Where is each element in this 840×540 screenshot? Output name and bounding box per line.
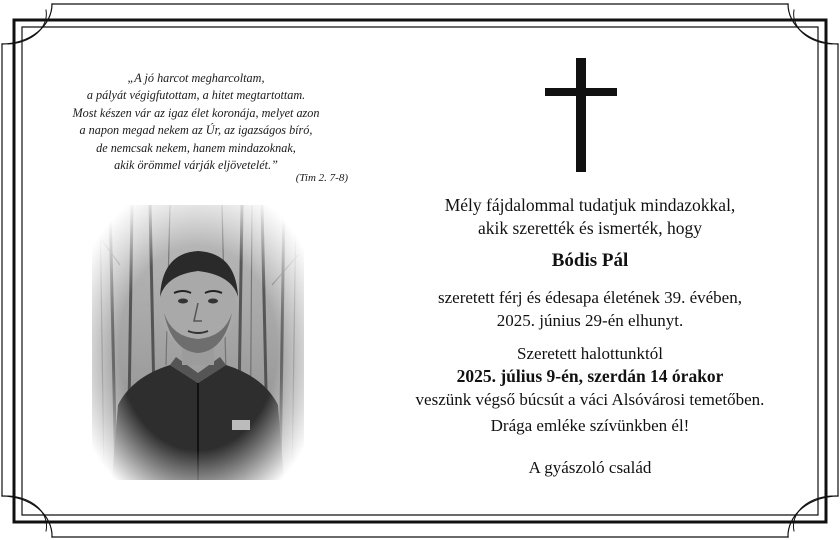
notice-life [388, 286, 792, 332]
memory-line: Drága emléke szívünkben él! [490, 416, 690, 435]
family-signature: A gyászoló család [528, 458, 652, 477]
quote-line: akik örömmel várják eljövetelét.” [114, 158, 278, 173]
funeral-details [388, 342, 792, 411]
portrait-photo [92, 205, 304, 480]
notice-intro-line: Mély fájdalommal tudatjuk mindazokkal, [444, 195, 736, 215]
deceased-name: Bódis Pál [551, 250, 629, 271]
notice-life-line: szeretett férj és édesapa életének 39. évében, [438, 288, 742, 307]
quote-line: de nemcsak nekem, hanem mindazoknak, [96, 140, 296, 155]
quote-line: „A jó harcot megharcoltam, [127, 71, 265, 85]
funeral-date-time: 2025. július 9-én, szerdán 14 órakor [456, 366, 724, 386]
quote-line: a pályát végigfutottam, a hitet megtartottam. [86, 88, 306, 103]
quote-line: Most készen vár az igaz élet koronája, melyet azon [72, 105, 320, 120]
funeral-intro: Szeretett halottunktól [517, 344, 663, 363]
quote-reference: (Tim 2. 7-8) [295, 172, 348, 184]
notice-life-line: 2025. június 29-én elhunyt. [496, 311, 684, 330]
funeral-location: veszünk végső búcsút a váci Alsóvárosi temetőben. [415, 390, 765, 409]
notice-intro-line: akik szerették és ismerték, hogy [477, 218, 703, 238]
cross-icon [545, 58, 617, 172]
quote-line: a napon megad nekem az Úr, az igazságos bíró, [79, 123, 313, 138]
bible-quote [40, 70, 352, 174]
notice-intro [388, 194, 792, 240]
